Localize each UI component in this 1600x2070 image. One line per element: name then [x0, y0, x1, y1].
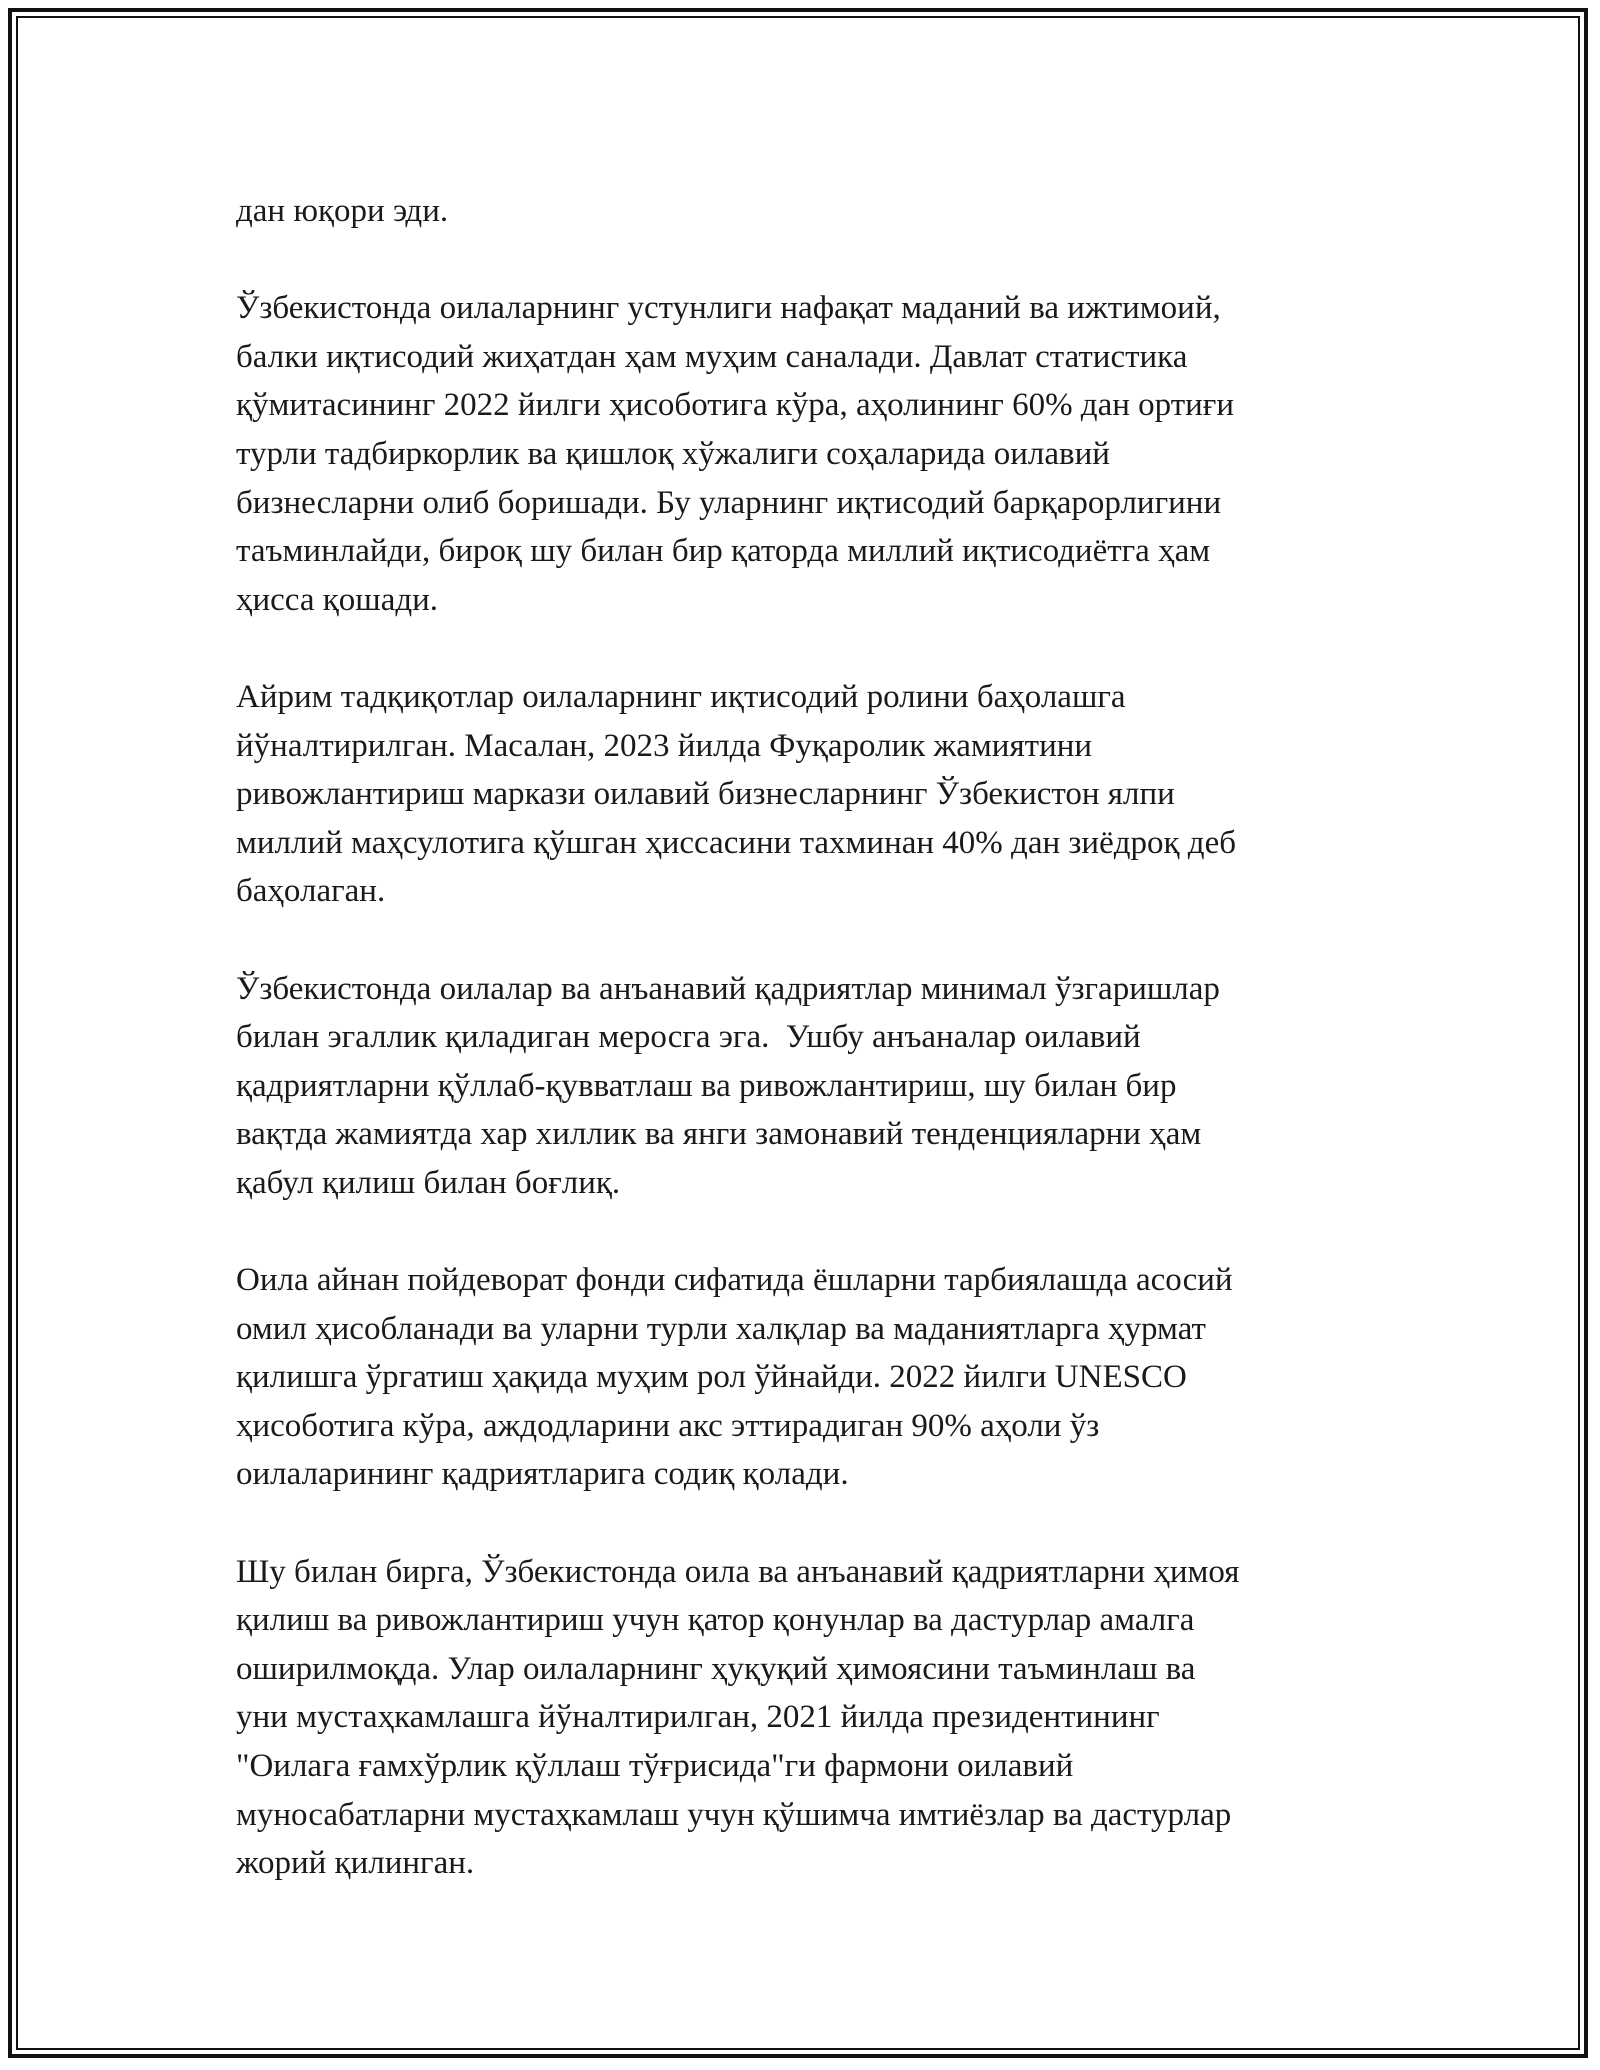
- text-line: жорий қилинган.: [236, 1845, 475, 1882]
- paragraph-6: [236, 1548, 1366, 1888]
- text-line: уни мустаҳкамлашга йўналтирилган, 2021 йилда президентининг: [236, 1699, 1160, 1736]
- text-line: қўмитасининг 2022 йилги ҳисоботига кўра, аҳолининг 60% дан ортиғи: [236, 387, 1234, 424]
- text-line: ривожлантириш маркази оилавий бизнесларнинг Ўзбекистон ялпи: [236, 776, 1175, 813]
- text-line: муносабатларни мустаҳкамлаш учун қўшимча имтиёзлар ва дастурлар: [236, 1796, 1232, 1833]
- paragraph-5: [236, 1256, 1366, 1499]
- text-line: дан юқори эди.: [236, 193, 449, 229]
- paragraph-1: [236, 187, 1366, 236]
- text-line: ҳисса қошади.: [236, 581, 439, 618]
- text-line: Айрим тадқиқотлар оилаларнинг иқтисодий ролини баҳолашга: [236, 678, 1126, 715]
- paragraph-2: [236, 284, 1366, 624]
- text-line: "Оилага ғамхўрлик қўллаш тўғрисида"ги фармони оилавий: [236, 1748, 1074, 1784]
- text-line: турли тадбиркорлик ва қишлоқ хўжалиги соҳаларида оилавий: [236, 435, 1110, 472]
- text-line: вақтда жамиятда хар хиллик ва янги замонавий тенденцияларни ҳам: [236, 1116, 1202, 1153]
- text-line: баҳолаган.: [236, 873, 386, 910]
- text-line: миллий маҳсулотига қўшган ҳиссасини тахминан 40% дан зиёдроқ деб: [236, 824, 1237, 861]
- text-line: Ўзбекистонда оилаларнинг устунлиги нафақат маданий ва ижтимоий,: [236, 290, 1221, 327]
- text-line: омил ҳисобланади ва уларни турли халқлар ва маданиятларга ҳурмат: [236, 1310, 1206, 1347]
- text-line: Ўзбекистонда оилалар ва анъанавий қадриятлар минимал ўзгаришлар: [236, 970, 1220, 1007]
- text-line: қабул қилиш билан боғлиқ.: [236, 1164, 621, 1201]
- text-line: бизнесларни олиб боришади. Бу уларнинг иқтисодий барқарорлигини: [236, 484, 1222, 521]
- text-line: оширилмоқда. Улар оилаларнинг ҳуқуқий ҳимоясини таъминлаш ва: [236, 1650, 1196, 1687]
- text-line: Шу билан бирга, Ўзбекистонда оила ва анъанавий қадриятларни ҳимоя: [236, 1553, 1240, 1590]
- text-line: ҳисоботига кўра, аждодларини акс эттирадиган 90% аҳоли ўз: [236, 1407, 1100, 1444]
- text-line: таъминлайди, бироқ шу билан бир қаторда миллий иқтисодиётга ҳам: [236, 533, 1211, 570]
- text-line: билан эгаллик қиладиган меросга эга. Ушбу анъаналар оилавий: [236, 1019, 1141, 1056]
- text-line: Оила айнан пойдеворат фонди сифатида ёшларни тарбиялашда асосий: [236, 1262, 1233, 1299]
- text-line: қадриятларни қўллаб-қувватлаш ва ривожлантириш, шу билан бир: [236, 1067, 1177, 1104]
- text-line: қилишга ўргатиш ҳақида муҳим рол ўйнайди. 2022 йилги UNESCO: [236, 1359, 1187, 1396]
- text-line: балки иқтисодий жиҳатдан ҳам муҳим саналади. Давлат статистика: [236, 338, 1188, 375]
- text-line: қилиш ва ривожлантириш учун қатор қонунлар ва дастурлар амалга: [236, 1602, 1195, 1639]
- text-line: оилаларининг қадриятларига содиқ қолади.: [236, 1456, 849, 1493]
- paragraph-4: [236, 965, 1366, 1208]
- document-body: [236, 187, 1366, 1936]
- text-line: йўналтирилган. Масалан, 2023 йилда Фуқаролик жамиятини: [236, 727, 1093, 764]
- paragraph-3: [236, 673, 1366, 916]
